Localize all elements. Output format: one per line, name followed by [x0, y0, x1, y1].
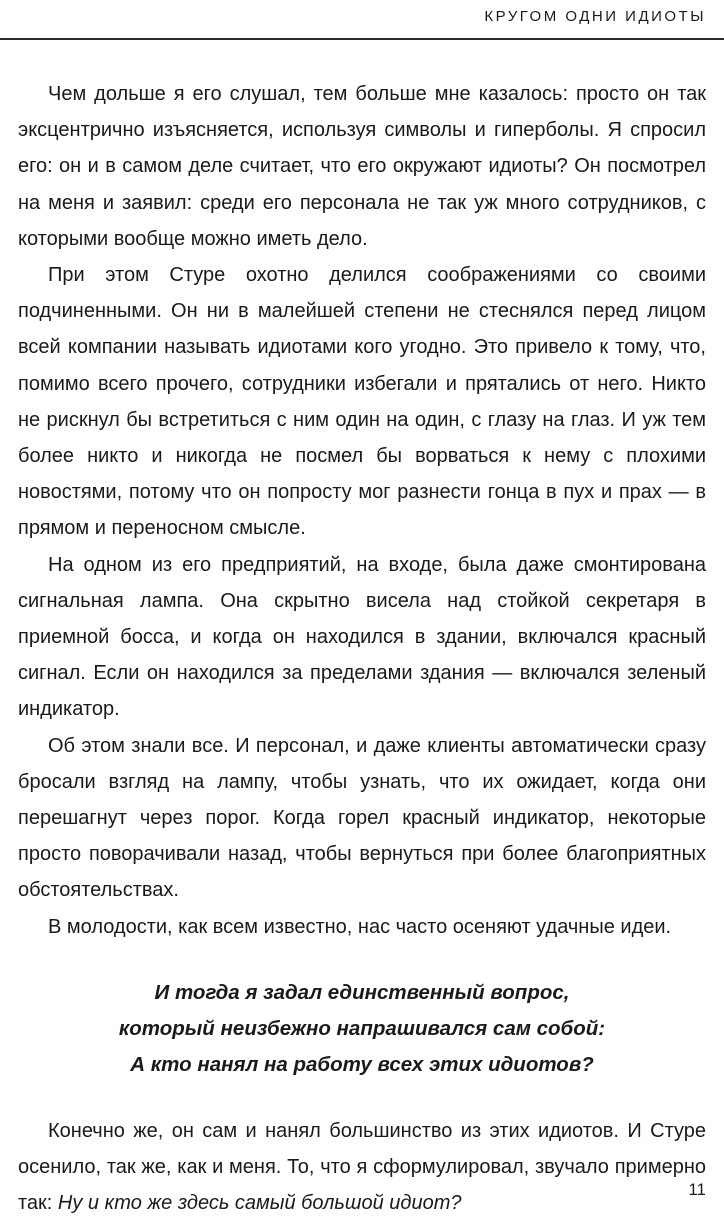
- paragraph: Об этом знали все. И персонал, и даже клиенты автоматически сразу бросали взгляд на лампу, чтобы узнать, что их ожидает, когда они перешагнут через порог. Когда горел красный индикатор, некоторые просто поворачивали назад, чтобы вернуться при более благоприятных обстоятельствах.: [18, 734, 706, 902]
- highlighted-quote: [18, 975, 706, 1083]
- header-rule: [0, 38, 724, 40]
- running-header: КРУГОМ ОДНИ ИДИОТЫ: [484, 8, 706, 25]
- paragraph: При этом Стуре охотно делился соображениями со своими подчиненными. Он ни в малейшей степени не стеснялся перед лицом всей компании называть идиотами кого угодно. Это привело к тому, что, помимо всего прочего, сотрудники избегали и прятались от него. Никто не рискнул бы встретиться с ним один на один, с глазу на глаз. И уж тем более никто и никогда не посмел бы ворваться к нему с плохими новостями, потому что он попросту мог разнести гонца в пух и прах — в прямом и переносном смысле.: [18, 264, 706, 540]
- paragraph: В молодости, как всем известно, нас часто осеняют удачные идеи.: [48, 915, 672, 938]
- quote-line: И тогда я задал единственный вопрос,: [154, 980, 570, 1004]
- closing-text: Конечно же, он сам и нанял большинство из этих идиотов. И Стуре осенило, так же, как и меня. То, что я сформулировал, звучало примерно так:: [18, 1119, 706, 1215]
- closing-paragraph: [18, 1113, 706, 1221]
- paragraph: На одном из его предприятий, на входе, была даже смонтирована сигнальная лампа. Она скрытно висела над стойкой секретаря в приемной босса, и когда он находился в здании, включался красный сигнал. Если он находился за пределами здания — включался зеленый индикатор.: [18, 553, 706, 721]
- quote-line: который неизбежно напрашивался сам собой:: [118, 1016, 606, 1040]
- body-text: [18, 76, 706, 1221]
- quote-line: А кто нанял на работу всех этих идиотов?: [130, 1052, 594, 1076]
- closing-emphasis: Ну и кто же здесь самый большой идиот?: [57, 1192, 462, 1215]
- paragraph: Чем дольше я его слушал, тем больше мне казалось: просто он так эксцентрично изъясняется, используя символы и гиперболы. Я спросил его: он и в самом деле считает, что его окружают идиоты? Он посмотрел на меня и заявил: среди его персонала не так уж много сотрудников, с которыми вообще можно иметь дело.: [18, 83, 706, 250]
- page-number: 11: [688, 1180, 706, 1199]
